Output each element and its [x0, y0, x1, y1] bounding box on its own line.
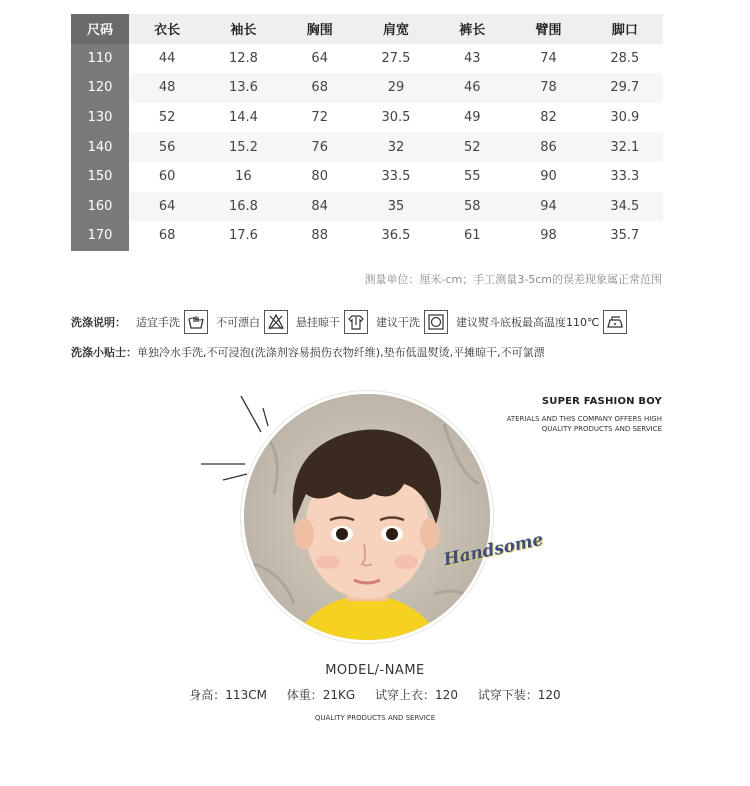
- measurement-cell: 36.5: [381, 228, 411, 244]
- wash-item-dry-clean: [376, 310, 448, 334]
- measurement-cell: 76: [282, 132, 358, 162]
- wash-item-hand-wash: [136, 310, 208, 334]
- wash-title: 洗涤说明：: [71, 316, 126, 329]
- size-table-header: 袖长: [205, 14, 281, 44]
- model-photo: [244, 394, 490, 640]
- size-table-header: 臂围: [510, 14, 586, 44]
- measurement-cell: 52: [434, 132, 510, 162]
- measurement-cell: 84: [282, 192, 358, 222]
- measurement-cell: 86: [510, 132, 586, 162]
- measurement-cell: 78: [510, 73, 586, 103]
- size-table-header: 胸围: [282, 14, 358, 44]
- hand-wash-icon: [184, 310, 208, 334]
- measurement-cell: 56: [129, 132, 205, 162]
- measurement-cell: 29.7: [587, 73, 663, 103]
- measurement-cell: 48: [129, 73, 205, 103]
- wash-tips: [71, 344, 545, 360]
- measurement-cell: 30.9: [610, 110, 640, 126]
- brand-block: [507, 396, 662, 434]
- size-cell: 130: [71, 103, 129, 133]
- wash-item-label: 适宜手洗: [136, 316, 180, 329]
- brand-subtitle: [507, 414, 662, 434]
- no-bleach-icon: [264, 310, 288, 334]
- model-stats: [0, 686, 750, 703]
- measurement-cell: 34.5: [587, 192, 663, 222]
- tips-title: 洗涤小贴士：: [71, 346, 137, 359]
- handsome-overlay-text: Handsome: [442, 529, 546, 571]
- measurement-cell: 94: [510, 192, 586, 222]
- measurement-cell: 82: [540, 110, 557, 126]
- measurement-cell: 90: [540, 169, 557, 185]
- measurement-cell: 43: [463, 50, 481, 66]
- wash-item-label: 不可漂白: [216, 316, 260, 329]
- table-row: [71, 44, 663, 74]
- size-cell: 160: [71, 192, 129, 222]
- tips-text: 单独冷水手洗,不可浸泡(洗涤剂容易损伤衣物纤维),垫布低温熨烫,平摊晾干,不可氯漂: [137, 346, 545, 359]
- measurement-cell: 35: [358, 192, 434, 222]
- size-table: [71, 14, 663, 251]
- measurement-cell: 60: [158, 169, 176, 185]
- brand-title: SUPER FASHION BOY: [541, 396, 662, 407]
- table-row: [71, 103, 663, 133]
- brand-subtitle-line: ATERIALS AND THIS COMPANY OFFERS HIGH: [506, 415, 662, 423]
- size-table-header: 脚口: [587, 14, 663, 44]
- measurement-cell: 44: [158, 50, 176, 66]
- model-top-size: 试穿上衣：120: [375, 688, 458, 702]
- measurement-cell: 68: [282, 73, 358, 103]
- measurement-cell: 88: [311, 228, 328, 244]
- iron-icon: [603, 310, 627, 334]
- size-cell: 170: [71, 221, 129, 251]
- measurement-cell: 80: [311, 169, 328, 185]
- table-row: [71, 162, 663, 192]
- table-row: [71, 192, 663, 222]
- size-cell: 140: [71, 132, 129, 162]
- measurement-cell: 61: [463, 228, 481, 244]
- wash-item-iron: [456, 310, 627, 334]
- wash-instructions: [71, 308, 635, 336]
- measurement-cell: 30.5: [381, 110, 411, 126]
- measurement-cell: 13.6: [205, 73, 281, 103]
- measurement-cell: 29: [358, 73, 434, 103]
- boy-portrait-icon: [244, 394, 490, 640]
- measurement-cell: 64: [129, 192, 205, 222]
- size-table-header: 衣长: [129, 14, 205, 44]
- measurement-cell: 49: [463, 110, 481, 126]
- wash-item-label: 悬挂晾干: [296, 316, 340, 329]
- measurement-cell: 12.8: [228, 50, 258, 66]
- measurement-cell: 52: [158, 110, 176, 126]
- measurement-cell: 74: [540, 50, 557, 66]
- measurement-cell: 64: [311, 50, 328, 66]
- wash-item-label: 建议熨斗底板最高温度110℃: [456, 316, 600, 329]
- measurement-cell: 15.2: [205, 132, 281, 162]
- footer-tagline: QUALITY PRODUCTS AND SERVICE: [314, 714, 436, 722]
- size-table-header: 尺码: [71, 14, 129, 44]
- size-cell: 120: [71, 73, 129, 103]
- measurement-cell: 68: [158, 228, 176, 244]
- dry-clean-icon: [424, 310, 448, 334]
- measurement-cell: 35.7: [610, 228, 640, 244]
- size-cell: 110: [71, 44, 129, 74]
- measurement-cell: 28.5: [610, 50, 640, 66]
- wash-item-hang-dry: [296, 310, 368, 334]
- size-table-header: 肩宽: [358, 14, 434, 44]
- table-row: [71, 73, 663, 103]
- measurement-cell: 55: [463, 169, 481, 185]
- model-name: MODEL/-NAME: [325, 663, 425, 678]
- table-row: [71, 221, 663, 251]
- table-row: [71, 132, 663, 162]
- measurement-cell: 17.6: [228, 228, 258, 244]
- measurement-cell: 32.1: [587, 132, 663, 162]
- measurement-cell: 16: [235, 169, 252, 185]
- hang-dry-icon: [344, 310, 368, 334]
- measurement-note: 测量单位：厘米-cm；手工测量3-5cm的误差现象属正常范围: [364, 273, 662, 286]
- model-bottom-size: 试穿下装：120: [477, 688, 561, 702]
- size-table-header: 裤长: [434, 14, 510, 44]
- measurement-cell: 58: [434, 192, 510, 222]
- wash-item-no-bleach: [216, 310, 288, 334]
- model-weight: 体重：21KG: [286, 688, 356, 702]
- measurement-cell: 33.3: [610, 169, 640, 185]
- size-cell: 150: [71, 162, 129, 192]
- measurement-cell: 72: [311, 110, 328, 126]
- size-table-header-row: [71, 14, 663, 44]
- measurement-cell: 14.4: [228, 110, 258, 126]
- brand-subtitle-line: QUALITY PRODUCTS AND SERVICE: [541, 425, 662, 433]
- measurement-cell: 33.5: [381, 169, 411, 185]
- measurement-cell: 46: [434, 73, 510, 103]
- measurement-cell: 32: [358, 132, 434, 162]
- model-height: 身高：113CM: [189, 688, 267, 702]
- measurement-cell: 27.5: [381, 50, 411, 66]
- wash-item-label: 建议干洗: [376, 316, 420, 329]
- measurement-cell: 16.8: [205, 192, 281, 222]
- measurement-cell: 98: [540, 228, 557, 244]
